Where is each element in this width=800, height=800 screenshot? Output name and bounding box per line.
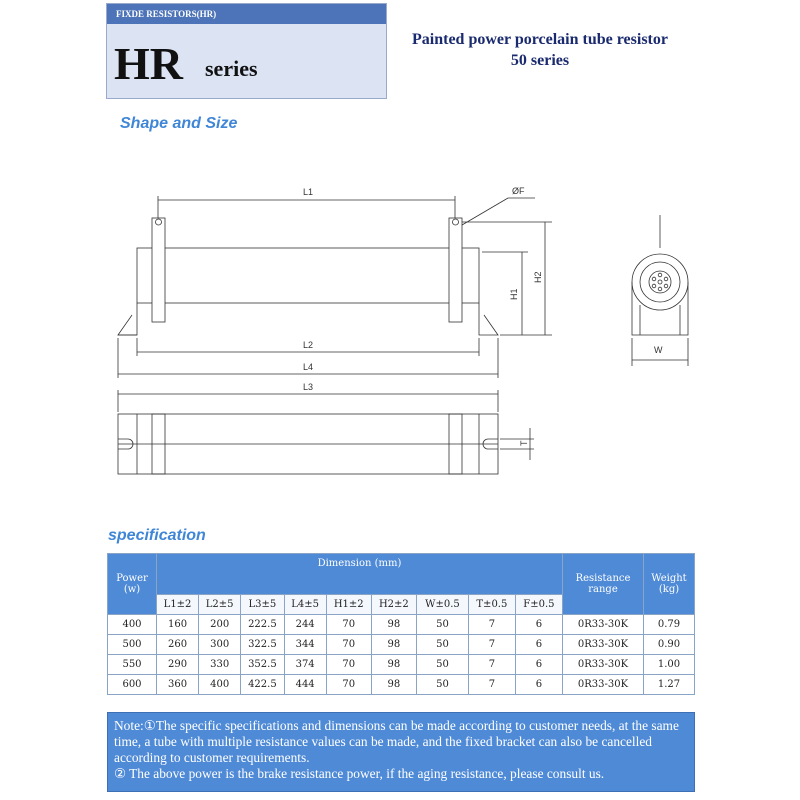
sub-header-l4: L4±5 (284, 595, 326, 615)
label-h2: H2 (533, 271, 543, 283)
cell-l4: 244 (284, 615, 326, 635)
top-view (118, 414, 534, 474)
end-view (632, 215, 688, 366)
product-subtitle: 50 series (510, 52, 570, 69)
cell-power: 500 (108, 635, 157, 655)
label-l3: L3 (303, 382, 314, 392)
cell-l1: 290 (157, 655, 199, 675)
cell-w: 50 (416, 635, 468, 655)
table-row (108, 615, 695, 635)
cell-h2: 98 (371, 655, 416, 675)
label-l1: L1 (303, 187, 314, 197)
cell-w: 50 (416, 675, 468, 695)
cell-t: 7 (468, 635, 515, 655)
section-shape-title: Shape and Size (120, 115, 238, 132)
label-f: ØF (512, 186, 525, 196)
power-header: Power (w) (108, 554, 157, 615)
cell-weight: 1.00 (644, 655, 695, 675)
sub-header-h1: H1±2 (326, 595, 371, 615)
dimension-labels (303, 186, 663, 446)
cell-f: 6 (515, 615, 562, 635)
cell-h1: 70 (326, 635, 371, 655)
section-spec-title: specification (108, 527, 206, 544)
cell-weight: 0.79 (644, 615, 695, 635)
cell-f: 6 (515, 655, 562, 675)
cell-t: 7 (468, 655, 515, 675)
label-w: W (654, 345, 663, 355)
cell-l1: 160 (157, 615, 199, 635)
spec-table (107, 553, 695, 695)
cell-power: 600 (108, 675, 157, 695)
cell-w: 50 (416, 655, 468, 675)
label-l2: L2 (303, 340, 314, 350)
series-code: HR (114, 38, 183, 89)
cell-l2: 200 (199, 615, 241, 635)
sub-header-l3: L3±5 (241, 595, 284, 615)
cell-l4: 444 (284, 675, 326, 695)
header-strip: FIXDE RESISTORS(HR) (107, 4, 386, 24)
cell-t: 7 (468, 675, 515, 695)
cell-power: 400 (108, 615, 157, 635)
table-row (108, 655, 695, 675)
note-line-2: ② The above power is the brake resistance power, if the aging resistance, please consult us. (114, 766, 605, 781)
cell-range: 0R33-30K (563, 675, 644, 695)
cell-l1: 260 (157, 635, 199, 655)
cell-h2: 98 (371, 615, 416, 635)
weight-header: Weight (kg) (644, 554, 695, 615)
product-title: Painted power porcelain tube resistor (412, 31, 668, 48)
cell-l2: 330 (199, 655, 241, 675)
note-line-1: Note:①The specific specifications and dimensions can be made according to customer needs, at the same time, a tube with multiple resistance values can be made, and the fixed bracket can also be cancelled according to customer requirements. (114, 718, 679, 765)
cell-weight: 0.90 (644, 635, 695, 655)
label-t: T (519, 440, 529, 446)
side-view (118, 218, 498, 335)
cell-weight: 1.27 (644, 675, 695, 695)
cell-t: 7 (468, 615, 515, 635)
cell-h1: 70 (326, 615, 371, 635)
sub-header-l1: L1±2 (157, 595, 199, 615)
table-row (108, 635, 695, 655)
cell-range: 0R33-30K (563, 615, 644, 635)
dimension-header: Dimension (mm) (157, 554, 563, 595)
cell-h1: 70 (326, 675, 371, 695)
cell-range: 0R33-30K (563, 655, 644, 675)
series-word: series (205, 56, 258, 81)
cell-l2: 300 (199, 635, 241, 655)
cell-l4: 374 (284, 655, 326, 675)
sub-header-w: W±0.5 (416, 595, 468, 615)
cell-l3: 222.5 (241, 615, 284, 635)
cell-h2: 98 (371, 635, 416, 655)
cell-range: 0R33-30K (563, 635, 644, 655)
cell-h2: 98 (371, 675, 416, 695)
resistance-header: Resistance range (563, 554, 644, 615)
cell-power: 550 (108, 655, 157, 675)
cell-l3: 422.5 (241, 675, 284, 695)
cell-f: 6 (515, 635, 562, 655)
cell-f: 6 (515, 675, 562, 695)
cell-l1: 360 (157, 675, 199, 695)
cell-l2: 400 (199, 675, 241, 695)
sub-header-h2: H2±2 (371, 595, 416, 615)
label-h1: H1 (509, 288, 519, 300)
dimension-lines (118, 196, 552, 412)
cell-l4: 344 (284, 635, 326, 655)
note-box (107, 712, 695, 792)
sub-header-f: F±0.5 (515, 595, 562, 615)
cell-w: 50 (416, 615, 468, 635)
cell-l3: 322.5 (241, 635, 284, 655)
cell-h1: 70 (326, 655, 371, 675)
label-l4: L4 (303, 362, 314, 372)
sub-header-l2: L2±5 (199, 595, 241, 615)
cell-l3: 352.5 (241, 655, 284, 675)
table-row (108, 675, 695, 695)
sub-header-t: T±0.5 (468, 595, 515, 615)
